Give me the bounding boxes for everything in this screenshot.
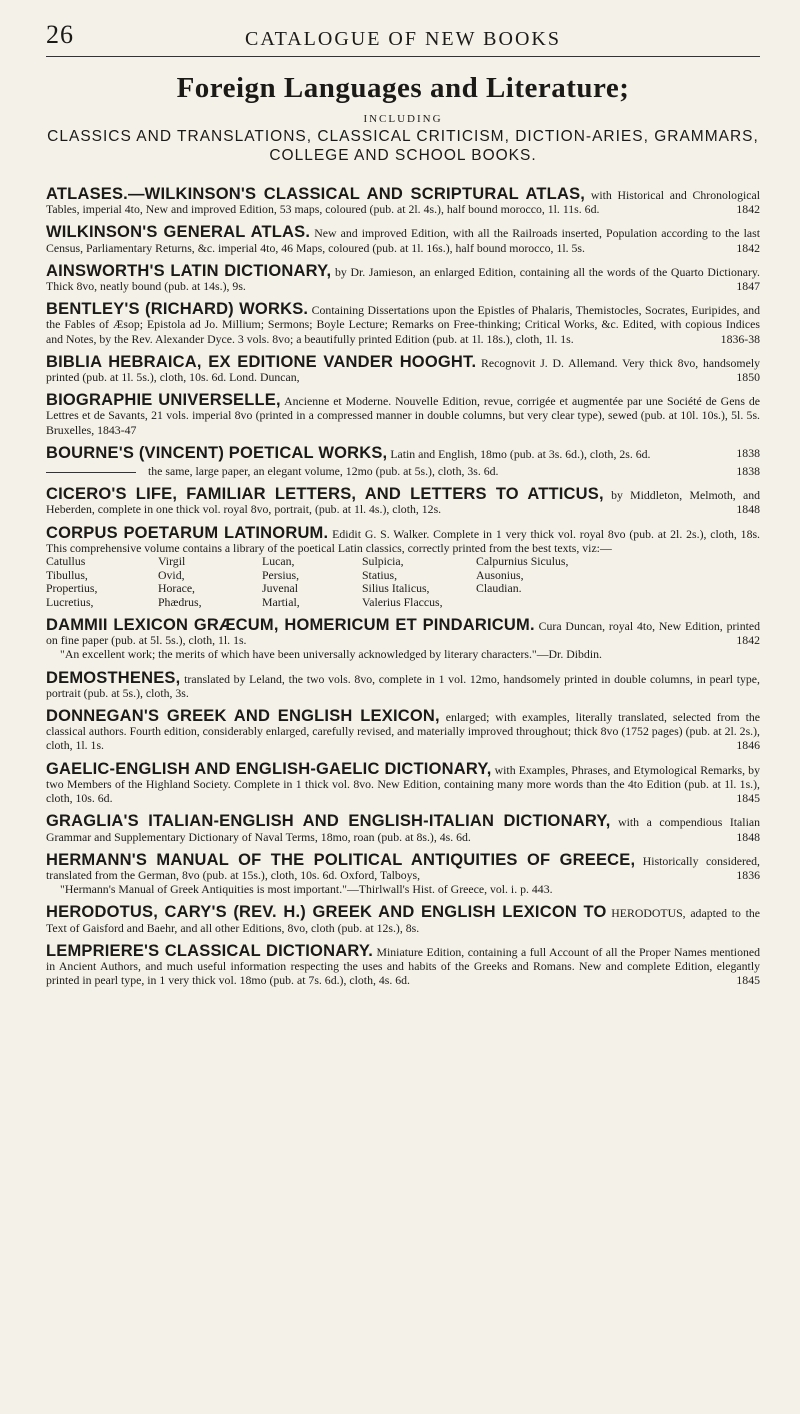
catalogue-entry: [46, 618, 760, 662]
entry-year: 1836-38: [720, 331, 760, 346]
poet-name: Catullus: [46, 554, 86, 569]
entry-year: 1838: [736, 464, 760, 479]
catalogue-entry: [46, 850, 760, 897]
entry-heading: DEMOSTHENES,: [46, 668, 181, 687]
catalogue-entry: [46, 443, 760, 462]
poet-name: Statius,: [362, 567, 398, 582]
entry-heading: CORPUS POETARUM LATINORUM.: [46, 523, 329, 542]
entry-text: enlarged; with examples, literally translated, selected from the classical authors. Fourth edition, considerably enlarged, carefully revised, and materially improved throughout; thick 8vo (1752 pages) (pub. at 2l. 2s.), cloth, 1l. 1s.: [46, 710, 760, 753]
catalogue-entry: [46, 352, 760, 385]
header-rule: [46, 56, 760, 57]
entry-year: 1848: [736, 829, 760, 844]
poet-name: Propertius,: [46, 581, 98, 596]
catalogue-entry: [46, 302, 760, 346]
section-including: INCLUDING: [363, 113, 443, 125]
entry-year: 1845: [736, 791, 760, 806]
catalogue-entry: [46, 225, 760, 254]
catalogue-entry: [46, 187, 760, 216]
poet-name: Calpurnius Siculus,: [476, 554, 569, 569]
entry-year: 1846: [736, 738, 760, 753]
entry-year: 1838: [736, 445, 760, 460]
entry-heading: DAMMII LEXICON GRÆCUM, HOMERICUM ET PINDARICUM.: [46, 616, 535, 635]
catalogue-entry: [46, 487, 760, 516]
entry-text: with a compendious Italian Grammar and Supplementary Dictionary of Naval Terms, 18mo, roan (pub. at 8s.), 4s. 6d.: [46, 815, 760, 844]
entry-text: Edidit G. S. Walker. Complete in 1 very thick vol. royal 8vo (pub. at 2l. 2s.), cloth, 18s. This comprehensive volume contains a library of the poetical Latin classics, correctly printed from the best texts, viz:—: [46, 526, 761, 555]
entry-text: Historically considered, translated from the German, 8vo (pub. at 15s.), cloth, 10s. 6d. Oxford, Talboys,: [46, 853, 760, 882]
entry-year: 1845: [736, 973, 760, 988]
entry-text: Containing Dissertations upon the Epistles of Phalaris, Themistocles, Socrates, Euripides, and the Fables of Æsop; Epistola ad Jo. Millium; Sermons; Boyle Lecture; Remarks on Free-thinking; Critical Works, &c. Edited, with copious Indices and Notes, by the Rev. Alexander Dyce. 3 vols. 8vo; a beautifully printed Edition (pub. at 1l. 18s.), cloth, 1l. 1s.: [46, 303, 761, 346]
catalogue-entry: [46, 523, 761, 609]
entry-heading: AINSWORTH'S LATIN DICTIONARY,: [46, 261, 332, 280]
running-title: CATALOGUE OF NEW BOOKS: [245, 28, 561, 50]
section-subtitle: CLASSICS AND TRANSLATIONS, CLASSICAL CRITICISM, DICTION-ARIES, GRAMMARS, COLLEGE AND SCHOOL BOOKS.: [47, 128, 759, 164]
entry-text: Cura Duncan, royal 4to, New Edition, printed on fine paper (pub. at 5l. 5s.), cloth, 1l. 1s.: [46, 619, 760, 648]
entry-heading: BIBLIA HEBRAICA, EX EDITIONE VANDER HOOGHT.: [46, 352, 477, 371]
catalogue-entry: [46, 668, 760, 700]
poet-name: Martial,: [262, 594, 300, 609]
poet-name: Horace,: [158, 581, 196, 596]
entry-heading: CICERO'S LIFE, FAMILIAR LETTERS, AND LETTERS TO ATTICUS,: [46, 485, 604, 504]
entry-year: 1842: [736, 633, 760, 648]
entry-text: by Middleton, Melmoth, and Heberden, complete in one thick vol. royal 8vo, portrait, (pub. at 1l. 4s.), cloth, 12s.: [46, 488, 761, 517]
entry-heading: HERODOTUS, CARY'S (REV. H.) GREEK AND ENGLISH LEXICON TO: [46, 903, 607, 922]
entry-text: Miniature Edition, containing a full Account of all the Proper Names mentioned in Ancient Authors, and much useful information respecting the uses and habits of the Greeks and Romans. New and complete Edition, elegantly printed in pearl type, in 1 very thick vol. 18mo (pub. at 7s. 6d.), cloth, 4s. 6d.: [46, 944, 761, 988]
entry-year: 1842: [736, 240, 760, 255]
page-header: [46, 0, 760, 56]
poets-list: [46, 555, 760, 609]
entry-heading: WILKINSON'S GENERAL ATLAS.: [46, 223, 311, 242]
page-number: 26: [46, 20, 74, 49]
entry-quote: "Hermann's Manual of Greek Antiquities is most important."—Thirlwall's Hist. of Greece, vol. i. p. 443.: [60, 882, 553, 897]
catalogue-page: [46, 0, 760, 996]
catalogue-entry: [46, 905, 760, 934]
catalogue-entry: [46, 759, 760, 806]
entry-text: translated by Leland, the two vols. 8vo, complete in 1 vol. 12mo, handsomely printed in double columns, in pearl type, portrait (pub. at 5s.), cloth, 3s.: [46, 671, 760, 700]
poet-name: Persius,: [262, 567, 300, 582]
entry-heading: HERMANN'S MANUAL OF THE POLITICAL ANTIQUITIES OF GREECE,: [46, 850, 636, 869]
catalogue-entries: [46, 187, 760, 987]
poet-name: Sulpicia,: [362, 554, 404, 569]
entry-text: HERODOTUS, adapted to the Text of Gaisford and Baehr, and all other Editions, 8vo, cloth (pub. at 12s.), 8s.: [46, 906, 760, 935]
entry-text: the same, large paper, an elegant volume, 12mo (pub. at 5s.), cloth, 3s. 6d.: [148, 464, 499, 479]
section-title: Foreign Languages and Literature;: [176, 72, 630, 104]
poet-name: Ausonius,: [476, 567, 524, 582]
poet-name: Juvenal: [262, 581, 299, 596]
catalogue-entry: [46, 393, 760, 437]
entry-text: Recognovit J. D. Allemand. Very thick 8vo, handsomely printed (pub. at 1l. 5s.), cloth, 10s. 6d. Lond. Duncan,: [46, 355, 760, 385]
poet-name: Ovid,: [158, 567, 185, 582]
catalogue-entry: [46, 261, 761, 294]
poet-name: Silius Italicus,: [362, 581, 430, 596]
entry-year: 1836: [736, 867, 760, 882]
entry-year: 1842: [736, 202, 760, 217]
entry-heading: ATLASES.—WILKINSON'S CLASSICAL AND SCRIPTURAL ATLAS,: [46, 185, 586, 203]
entry-heading: BIOGRAPHIE UNIVERSELLE,: [46, 391, 281, 410]
entry-year: 1847: [736, 279, 760, 294]
entry-heading: GAELIC-ENGLISH AND ENGLISH-GAELIC DICTIONARY,: [46, 759, 492, 778]
catalogue-entry: [46, 941, 761, 988]
catalogue-entry: [46, 709, 760, 753]
entry-heading: GRAGLIA'S ITALIAN-ENGLISH AND ENGLISH-ITALIAN DICTIONARY,: [46, 812, 611, 831]
poet-name: Phædrus,: [158, 594, 202, 609]
poet-name: Lucretius,: [46, 594, 94, 609]
ditto-rule: [46, 472, 136, 473]
entry-heading: DONNEGAN'S GREEK AND ENGLISH LEXICON,: [46, 707, 440, 726]
catalogue-entry: [46, 814, 760, 843]
entry-text: New and improved Edition, with all the Railroads inserted, Population according to the last Census, Parliamentary Returns, &c. imperial 4to, 46 Maps, coloured (pub. at 1l. 16s.), half bound morocco, 1l. 5s.: [46, 226, 760, 255]
entry-heading: LEMPRIERE'S CLASSICAL DICTIONARY.: [46, 941, 373, 960]
entry-heading: BENTLEY'S (RICHARD) WORKS.: [46, 300, 309, 319]
catalogue-entry: [46, 464, 760, 478]
poet-name: Lucan,: [262, 554, 295, 569]
entry-year: 1850: [736, 370, 760, 385]
poet-name: Claudian.: [476, 581, 522, 596]
poet-name: Tibullus,: [46, 567, 88, 582]
poet-name: [476, 596, 760, 610]
entry-year: 1848: [736, 502, 760, 517]
entry-quote: "An excellent work; the merits of which have been universally acknowledged by literary characters."—Dr. Dibdin.: [60, 647, 602, 662]
entry-text: by Dr. Jamieson, an enlarged Edition, containing all the words of the Quarto Dictionary. Thick 8vo, neatly bound (pub. at 14s.), 9s.: [46, 264, 761, 294]
entry-text: Ancienne et Moderne. Nouvelle Edition, revue, corrigée et augmentée par une Société de Gens de Lettres et de Savants, 21 vols. imperial 8vo (printed in a compressed manner in double columns, but very clear type), sewed (pub. at 10l. 10s.), 5l. 5s. Bruxelles, 1843-47: [46, 394, 760, 437]
entry-text: Latin and English, 18mo (pub. at 3s. 6d.), cloth, 2s. 6d.: [390, 446, 651, 461]
poet-name: Valerius Flaccus,: [362, 594, 443, 609]
entry-text: with Examples, Phrases, and Etymological Remarks, by two Members of the Highland Society. Complete in 1 thick vol. 8vo. New Edition, containing many more words than the 4to Edition (pub. at 1l. 1s.), cloth, 10s. 6d.: [46, 762, 760, 806]
poet-name: Virgil: [158, 554, 186, 569]
entry-heading: BOURNE'S (VINCENT) POETICAL WORKS,: [46, 443, 388, 462]
entry-text: with Historical and Chronological Tables, imperial 4to, New and improved Edition, 53 maps, coloured (pub. at 2l. 4s.), half bound morocco, 1l. 11s. 6d.: [46, 188, 761, 217]
